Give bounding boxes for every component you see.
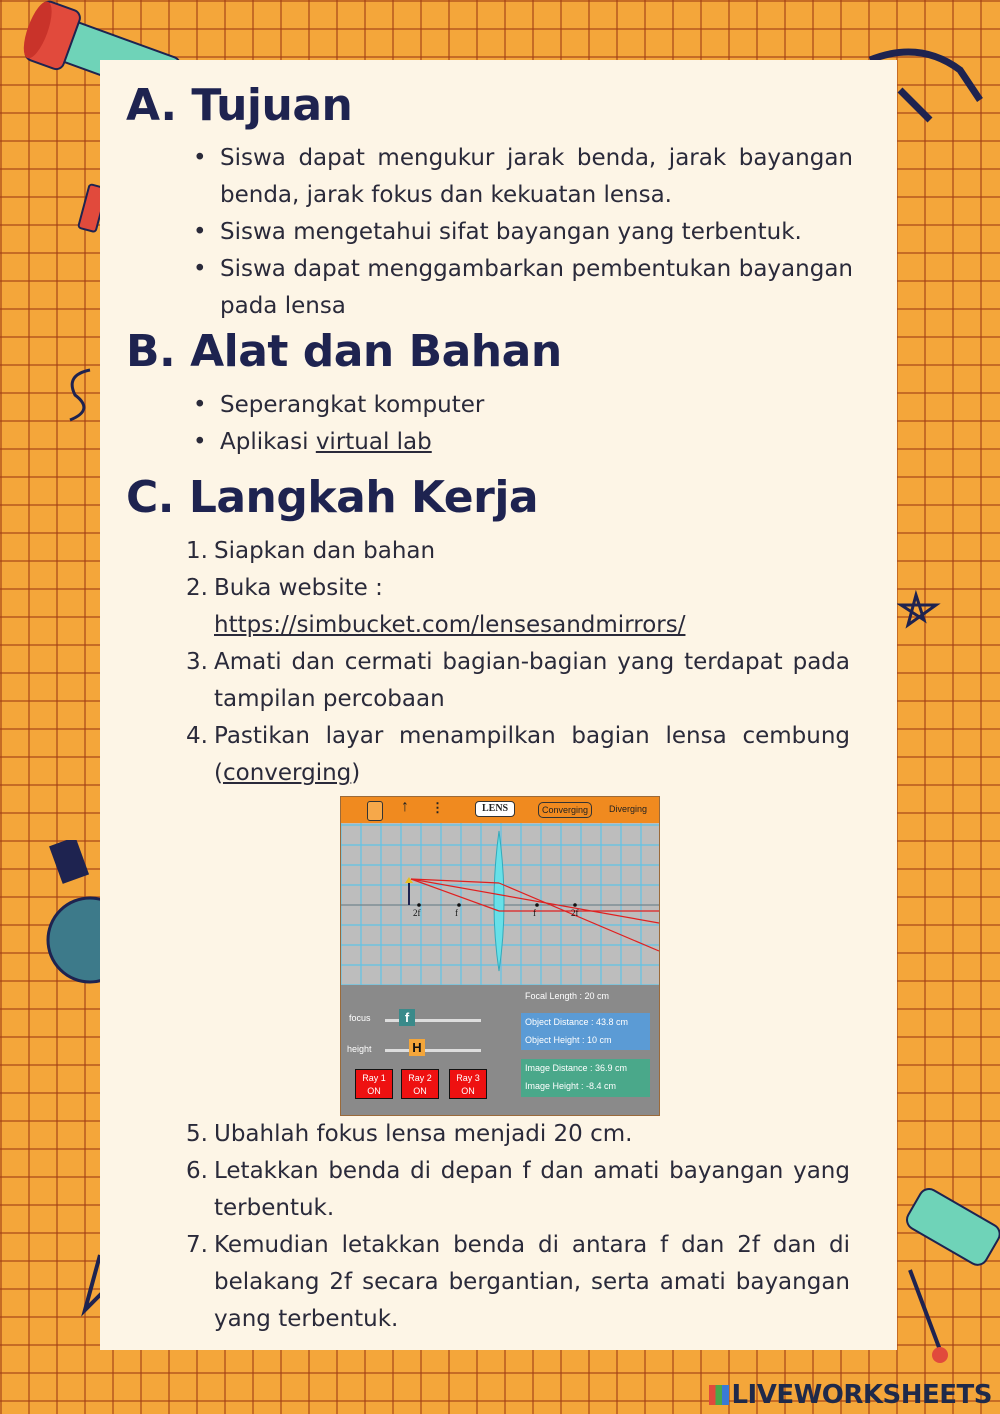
- step-number: 2.: [186, 575, 208, 601]
- two-f-right-point: [573, 903, 577, 907]
- step-item: [186, 533, 850, 570]
- focal-length-readout: Focal Length : 20 cm: [525, 991, 610, 1001]
- step-number: 4.: [186, 723, 208, 749]
- tools-list: [193, 387, 853, 461]
- height-label: height: [347, 1044, 372, 1054]
- ray-3-state: ON: [461, 1086, 475, 1096]
- object-distance-readout: Object Distance : 43.8 cm: [525, 1017, 629, 1027]
- ray-1-toggle[interactable]: [355, 1069, 393, 1099]
- lens-simulation-screenshot: [340, 796, 660, 1116]
- step-text: Buka website :: [214, 575, 383, 601]
- figure-object-icon[interactable]: ⋮: [431, 800, 444, 815]
- watermark-text: LIVEWORKSHEETS: [731, 1380, 992, 1410]
- diverging-button[interactable]: Diverging: [609, 804, 648, 814]
- step-number: 1.: [186, 538, 208, 564]
- sim-ray-diagram: [341, 823, 659, 985]
- tool-item-prefix: Aplikasi: [220, 429, 316, 455]
- f-left-label: f: [455, 908, 458, 918]
- two-f-right-label: 2f: [571, 908, 579, 918]
- tool-item: • Seperangkat komputer: [193, 387, 853, 424]
- f-right-point: [535, 903, 539, 907]
- image-info-box: [521, 1059, 650, 1097]
- step-item: [186, 1227, 850, 1338]
- step-text: Pastikan layar menampilkan bagian lensa cembung (: [214, 723, 850, 786]
- ray-2-toggle[interactable]: [401, 1069, 439, 1099]
- converging-term: converging: [222, 760, 352, 786]
- image-distance-readout: Image Distance : 36.9 cm: [525, 1063, 628, 1073]
- section-a-heading: A. Tujuan: [126, 80, 353, 131]
- step-number: 7.: [186, 1232, 208, 1258]
- step-text: Siapkan dan bahan: [214, 538, 436, 564]
- object-info-box: [521, 1013, 650, 1050]
- image-height-readout: Image Height : -8.4 cm: [525, 1081, 617, 1091]
- virtual-lab-link[interactable]: virtual lab: [315, 429, 432, 455]
- sim-toolbar: [341, 797, 659, 823]
- step-number: 6.: [186, 1158, 208, 1184]
- converging-button[interactable]: Converging: [538, 802, 592, 818]
- step-item: [186, 644, 850, 718]
- section-b-heading: B. Alat dan Bahan: [126, 326, 562, 377]
- ray-3-toggle[interactable]: [449, 1069, 487, 1099]
- squiggle-left-illustration: [60, 360, 105, 430]
- microscope-left-illustration: [40, 840, 102, 990]
- height-slider-knob[interactable]: H: [409, 1039, 425, 1056]
- objective-item: • Siswa mengetahui sifat bayangan yang terbentuk.: [193, 214, 853, 251]
- step-item: [186, 1116, 850, 1153]
- objective-item: • Siswa dapat mengukur jarak benda, jarak bayangan benda, jarak fokus dan kekuatan lensa.: [193, 140, 853, 214]
- website-link[interactable]: https://simbucket.com/lensesandmirrors/: [214, 612, 686, 638]
- steps-list-continued: [186, 1116, 850, 1338]
- star-right-illustration: [896, 590, 946, 650]
- two-f-left-point: [417, 903, 421, 907]
- step-item: [186, 570, 850, 644]
- telescope-right-illustration: [880, 1180, 1000, 1380]
- ray-1-state: ON: [367, 1086, 381, 1096]
- section-c-heading: C. Langkah Kerja: [126, 472, 539, 523]
- candle-object-icon[interactable]: [367, 801, 383, 821]
- ray-1-label: Ray 1: [362, 1073, 386, 1083]
- step-number: 3.: [186, 649, 208, 675]
- step-text: Letakkan benda di depan f dan amati bayangan yang terbentuk.: [214, 1158, 850, 1221]
- liveworksheets-watermark: [709, 1380, 992, 1410]
- ray-2-state: ON: [413, 1086, 427, 1096]
- step-text: Amati dan cermati bagian-bagian yang terdapat pada tampilan percobaan: [214, 649, 850, 712]
- step-text: Kemudian letakkan benda di antara f dan 2f dan di belakang 2f secara bergantian, serta amati bayangan yang terbentuk.: [214, 1232, 850, 1332]
- objective-item: • Siswa dapat menggambarkan pembentukan bayangan pada lensa: [193, 251, 853, 325]
- worksheet-paper: [100, 60, 897, 1350]
- steps-list: [186, 533, 850, 792]
- f-right-label: f: [533, 908, 536, 918]
- step-number: 5.: [186, 1121, 208, 1147]
- tool-item: [193, 424, 853, 461]
- step-item: [186, 1153, 850, 1227]
- liveworksheets-logo-icon: [709, 1385, 729, 1405]
- two-f-left-label: 2f: [413, 908, 421, 918]
- step-text: Ubahlah fokus lensa menjadi 20 cm.: [214, 1121, 633, 1147]
- sim-control-panel: [341, 985, 659, 1115]
- focus-slider-knob[interactable]: f: [399, 1009, 415, 1026]
- ray-2-label: Ray 2: [408, 1073, 432, 1083]
- objectives-list: [193, 140, 853, 325]
- f-left-point: [457, 903, 461, 907]
- lens-button[interactable]: LENS: [475, 801, 515, 817]
- focus-label: focus: [349, 1013, 371, 1023]
- ray-3-label: Ray 3: [456, 1073, 480, 1083]
- step-text-end: ): [351, 760, 361, 786]
- object-height-readout: Object Height : 10 cm: [525, 1035, 612, 1045]
- arrow-object-icon[interactable]: ↑: [401, 798, 409, 815]
- step-item: [186, 718, 850, 792]
- height-slider-track[interactable]: [385, 1049, 481, 1052]
